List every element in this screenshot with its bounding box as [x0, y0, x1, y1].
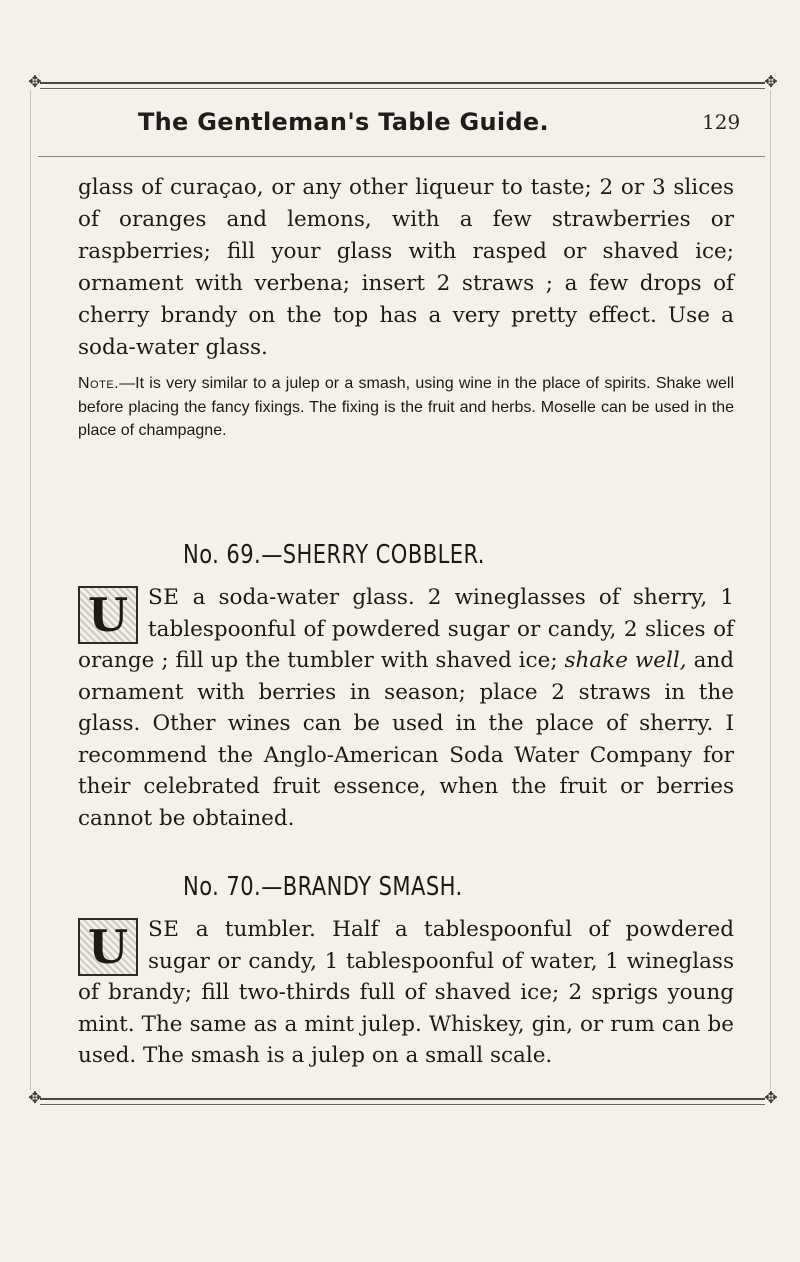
corner-ornament-icon: ✥	[28, 72, 42, 91]
continued-paragraph: glass of curaçao, or any other liqueur to taste; 2 or 3 slices of oranges and lemons, with a few strawberries or raspberries; fill your glass with rasped or shaved ice; ornament with verbena; insert 2 straws ; a few drops of cherry brandy on the top has a very pretty effect. Use a soda-water glass.	[78, 175, 734, 360]
recipe-lead-word: SE	[148, 585, 180, 610]
note-paragraph	[78, 372, 734, 443]
recipe-text	[78, 914, 734, 1072]
dropcap-ornament	[78, 918, 138, 976]
left-border-rule	[30, 90, 31, 1090]
recipe-body: and ornament with berries in season; place 2 straws in the glass. Other wines can be used in the place of sherry. I recommend the Anglo-American Soda Water Company for their celebrated fruit essence, when the fruit or berries cannot be obtained.	[78, 648, 734, 831]
corner-ornament-icon: ✥	[764, 1088, 778, 1107]
note-label: Note.	[78, 375, 120, 392]
dropcap-letter: U	[87, 588, 129, 642]
corner-ornament-icon: ✥	[764, 72, 778, 91]
recipe-text	[78, 582, 734, 834]
right-border-rule	[770, 90, 771, 1090]
recipe-lead-word: SE	[148, 917, 180, 942]
bottom-border-rule	[40, 1098, 765, 1100]
top-border-rule	[40, 82, 765, 84]
recipe-body: a tumbler. Half a tablespoonful of powdered sugar or candy, 1 tablespoonful of water, 1 wineglass of brandy; fill two-thirds full of shaved ice; 2 sprigs young mint. The same as a mint julep. Whiskey, gin, or rum can be used. The smash is a julep on a small scale.	[78, 917, 734, 1068]
running-title: The Gentleman's Table Guide.	[138, 108, 549, 136]
header-rule	[38, 156, 765, 157]
dropcap-letter: U	[87, 920, 129, 974]
recipe-emphasis: shake well,	[564, 648, 687, 673]
page-number: 129	[702, 110, 741, 134]
dropcap-ornament	[78, 586, 138, 644]
recipe-title: No. 69.—SHERRY COBBLER.	[183, 540, 485, 570]
recipe-title: No. 70.—BRANDY SMASH.	[183, 872, 463, 902]
corner-ornament-icon: ✥	[28, 1088, 42, 1107]
recipe-body: a soda-water glass. 2 wineglasses of sherry, 1 tablespoonful of powdered sugar or candy, 2 slices of orange ; fill up the tumbler with shaved ice;	[78, 585, 734, 673]
note-text: —It is very similar to a julep or a smash, using wine in the place of spirits. Shake well before placing the fancy fixings. The fixing is the fruit and herbs. Moselle can be used in the place of champagne.	[78, 375, 734, 439]
